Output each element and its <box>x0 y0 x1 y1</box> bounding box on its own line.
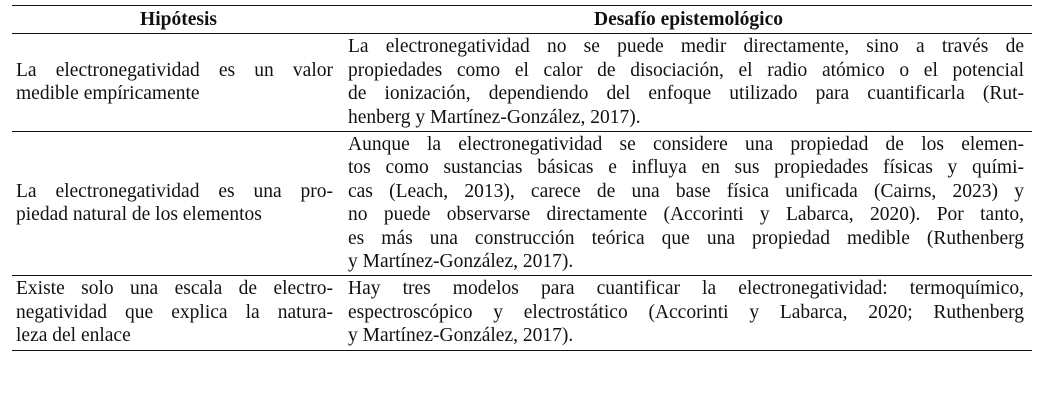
table-row <box>12 34 1032 132</box>
challenge-line: de ionización, dependiendo del enfoque utilizado para cuantificarla (Rut- <box>348 83 1024 105</box>
challenge-line: propiedades como el calor de disociación, el radio atómico o el potencial <box>348 59 1024 81</box>
hypothesis-cell <box>12 34 345 132</box>
table-row <box>12 132 1032 276</box>
header-hypothesis: Hipótesis <box>140 9 217 30</box>
hypothesis-line: La electronegatividad es una pro- <box>16 180 333 202</box>
challenge-line: no puede observarse directamente (Accorinti y Labarca, 2020). Por tanto, <box>348 204 1024 226</box>
hypothesis-line: La electronegatividad es un valor <box>16 59 333 81</box>
hypothesis-line: negatividad que explica la natura- <box>16 301 333 323</box>
challenge-line: y Martínez-González, 2017). <box>348 251 574 273</box>
challenge-line: Hay tres modelos para cuantificar la electronegatividad: termoquímico, <box>348 278 1024 300</box>
challenge-line: cas (Leach, 2013), carece de una base física unificada (Cairns, 2023) y <box>348 180 1024 202</box>
challenge-line: tos como sustancias básicas e influya en sus propiedades físicas y quími- <box>348 157 1024 179</box>
challenge-line: es más una construcción teórica que una propiedad medible (Ruthenberg <box>348 227 1024 249</box>
challenge-line: henberg y Martínez-González, 2017). <box>348 106 641 128</box>
table-header-row <box>12 6 1032 34</box>
challenge-line: Aunque la electronegatividad se considere una propiedad de los elemen- <box>348 134 1024 156</box>
table-row <box>12 276 1032 350</box>
hypothesis-cell <box>12 132 345 276</box>
challenge-cell <box>345 276 1032 350</box>
hypothesis-line: leza del enlace <box>16 325 131 347</box>
hypotheses-table <box>12 5 1032 351</box>
hypothesis-line: Existe solo una escala de electro- <box>16 278 333 300</box>
challenge-line: y Martínez-González, 2017). <box>348 325 574 347</box>
hypothesis-line: medible empíricamente <box>16 83 200 105</box>
challenge-cell <box>345 132 1032 276</box>
challenge-cell <box>345 34 1032 132</box>
hypothesis-cell <box>12 276 345 350</box>
challenge-line: espectroscópico y electrostático (Accorinti y Labarca, 2020; Ruthenberg <box>348 301 1024 323</box>
challenge-line: La electronegatividad no se puede medir directamente, sino a través de <box>348 36 1024 58</box>
hypothesis-line: piedad natural de los elementos <box>16 204 262 226</box>
header-challenge: Desafío epistemológico <box>593 9 783 30</box>
